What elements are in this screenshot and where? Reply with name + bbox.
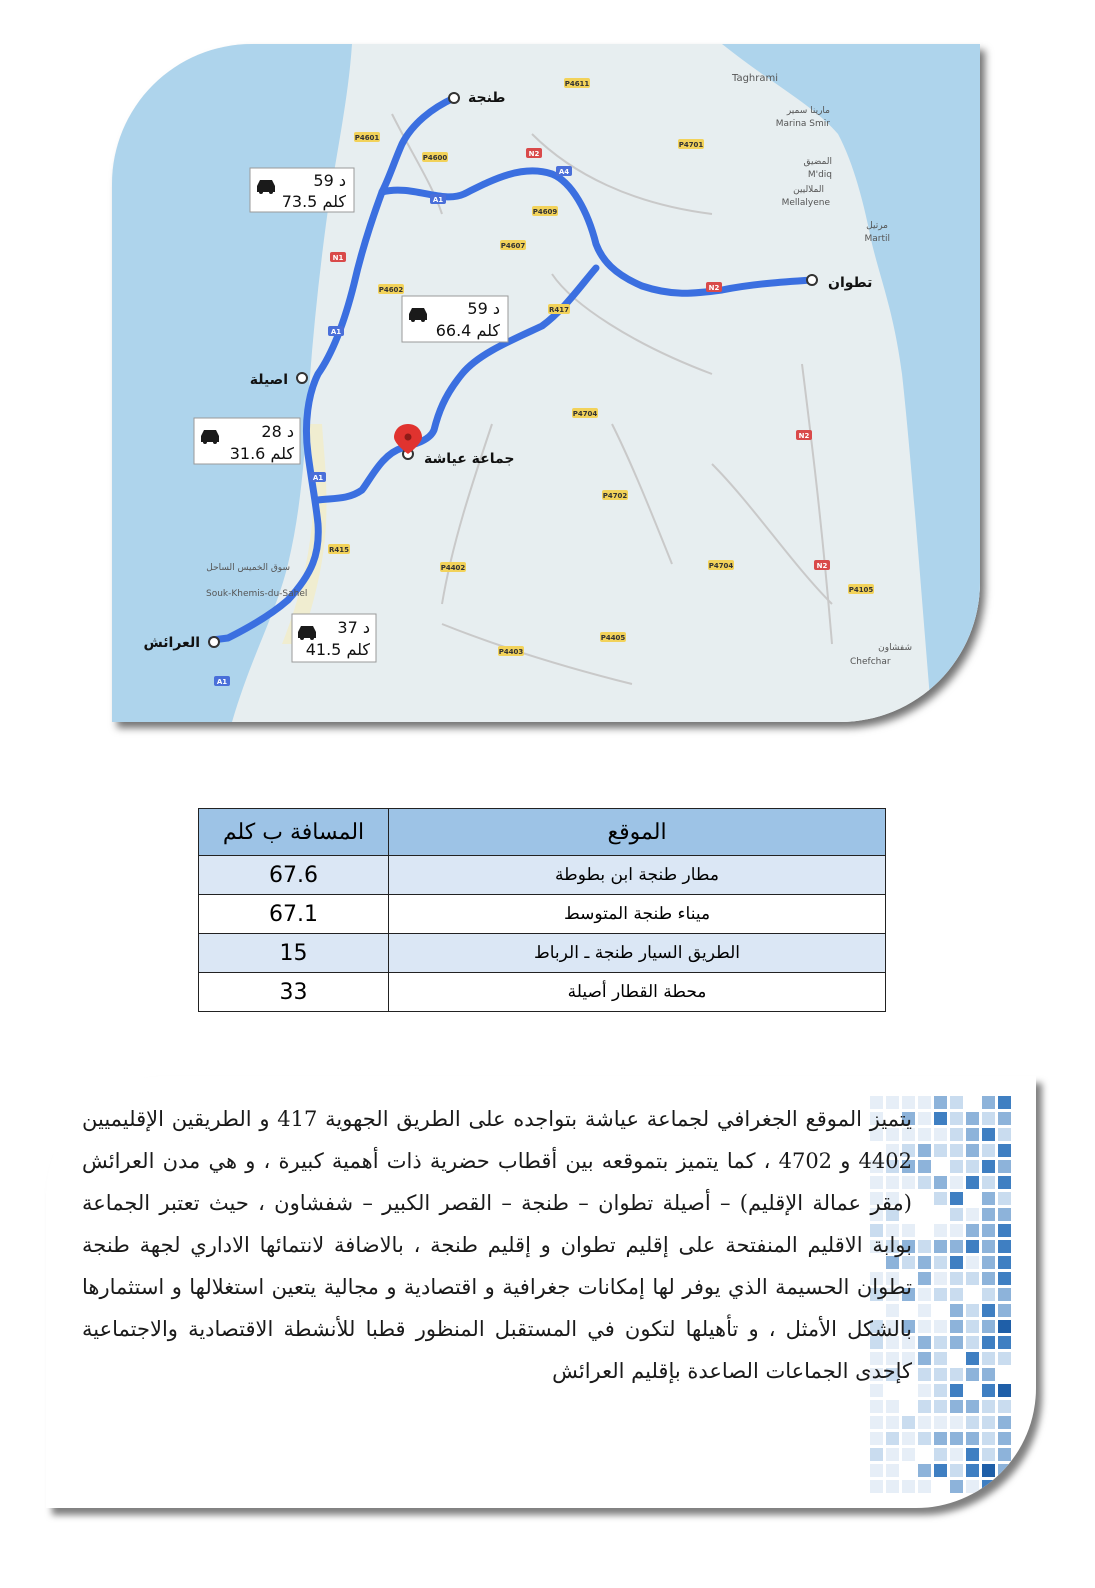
road-badge	[328, 544, 350, 554]
decorative-tile	[966, 1256, 979, 1269]
decorative-tile	[934, 1368, 947, 1381]
decorative-tile	[950, 1336, 963, 1349]
route-box	[402, 296, 508, 342]
row-distance: 67.1	[199, 895, 389, 934]
svg-text:P4601: P4601	[354, 134, 380, 142]
description-paragraph: يتميز الموقع الجغرافي لجماعة عياشة بتواجده على الطريق الجهوية 417 و الطريقين الإقليميين 4402 و 4702 ، كما يتميز بتموقعه بين أقطاب حضرية ذات أهمية كبيرة ، و هي مدن العرائش (مقر عمالة الإقليم) – أصيلة تطوان – طنجة – القصر الكبير – شفشاون ، حيث تعتبر الجماعة بوابة الاقليم المنفتحة على إقليم تطوان و إقليم طنجة ، بالاضافة لانتمائها الاداري لجهة طنجة تطوان الحسيمة الذي يوفر لها إمكانات جغرافية و اقتصادية و مجالية يتعين استغلالها و استثمارها بالشكل الأمثل ، و تأهيلها لتكون في المستقبل المنظور قطبا للأنشطة الاقتصادية والاجتماعية كإحدى الجماعات الصاعدة بإقليم العرائش	[82, 1107, 912, 1383]
marker-tangier	[449, 93, 459, 103]
road-badge	[354, 132, 380, 142]
city-label-tetouan: تطوان	[828, 275, 873, 291]
row-site-name: ميناء طنجة المتوسط	[389, 895, 886, 934]
decorative-tile	[918, 1256, 931, 1269]
decorative-tile	[966, 1448, 979, 1461]
decorative-tile	[966, 1112, 979, 1125]
decorative-tile	[870, 1416, 883, 1429]
decorative-tile	[982, 1464, 995, 1477]
place-marina-smir: Marina Smir	[775, 119, 830, 129]
road-badge	[796, 430, 812, 440]
svg-text:P4602: P4602	[378, 286, 404, 294]
decorative-tile	[950, 1400, 963, 1413]
road-badge	[708, 560, 734, 570]
table-header-row	[199, 809, 886, 856]
svg-text:N2: N2	[528, 150, 540, 158]
decorative-tile	[934, 1176, 947, 1189]
decorative-tile	[934, 1192, 947, 1205]
decorative-tile	[966, 1128, 979, 1141]
svg-text:N2: N2	[816, 562, 828, 570]
decorative-tile	[918, 1400, 931, 1413]
decorative-tile	[950, 1144, 963, 1157]
decorative-tile	[982, 1256, 995, 1269]
row-site-name: محطة القطار أصيلة	[389, 973, 886, 1012]
decorative-tile	[998, 1272, 1011, 1285]
decorative-tile	[934, 1288, 947, 1301]
decorative-tile	[998, 1176, 1011, 1189]
decorative-tile	[998, 1384, 1011, 1397]
decorative-tile	[886, 1480, 899, 1493]
road-badge	[328, 326, 344, 336]
route-map	[112, 44, 980, 722]
decorative-tile	[918, 1272, 931, 1285]
svg-text:P4105: P4105	[848, 586, 874, 594]
decorative-tile	[966, 1304, 979, 1317]
decorative-tile	[886, 1464, 899, 1477]
road-badge	[430, 194, 446, 204]
decorative-tile	[886, 1432, 899, 1445]
decorative-tile	[902, 1416, 915, 1429]
decorative-tile	[982, 1144, 995, 1157]
decorative-tile	[966, 1144, 979, 1157]
decorative-tile	[966, 1432, 979, 1445]
place-martil: Martil	[864, 234, 890, 244]
decorative-tile	[950, 1416, 963, 1429]
road-badge	[498, 646, 524, 656]
decorative-tile	[902, 1448, 915, 1461]
decorative-tile	[934, 1336, 947, 1349]
decorative-tile	[998, 1464, 1011, 1477]
decorative-tile	[982, 1192, 995, 1205]
decorative-tile	[918, 1144, 931, 1157]
decorative-tile	[982, 1480, 995, 1493]
decorative-tile	[918, 1176, 931, 1189]
decorative-tile	[934, 1144, 947, 1157]
place-mellalyene-ar: الملاليين	[793, 185, 824, 195]
decorative-tile	[998, 1400, 1011, 1413]
road-badge	[526, 148, 542, 158]
decorative-tile	[966, 1240, 979, 1253]
decorative-tile	[982, 1368, 995, 1381]
svg-text:A1: A1	[432, 196, 444, 204]
svg-text:A1: A1	[216, 678, 228, 686]
decorative-tile	[934, 1272, 947, 1285]
route-time: 37 د	[337, 618, 370, 637]
decorative-tile	[966, 1464, 979, 1477]
decorative-tile	[982, 1448, 995, 1461]
decorative-tile	[982, 1160, 995, 1173]
decorative-tile	[966, 1368, 979, 1381]
place-taghrami: Taghrami	[732, 73, 779, 84]
road-badge	[378, 284, 404, 294]
road-badge	[422, 152, 448, 162]
city-label-tangier: طنجة	[468, 90, 506, 106]
route-distance: 66.4 كلم	[435, 321, 500, 340]
decorative-tile	[918, 1432, 931, 1445]
route-box	[292, 614, 376, 662]
decorative-tile	[918, 1352, 931, 1365]
decorative-tile	[998, 1304, 1011, 1317]
decorative-tile	[918, 1384, 931, 1397]
svg-text:A4: A4	[558, 168, 570, 176]
route-distance: 31.6 كلم	[229, 444, 294, 463]
decorative-tile	[918, 1320, 931, 1333]
route-time: 59 د	[313, 171, 346, 190]
row-distance: 33	[199, 973, 389, 1012]
header-site: الموقع	[389, 809, 886, 856]
decorative-tile	[982, 1416, 995, 1429]
place-souk-ar: سوق الخميس الساحل	[206, 563, 290, 573]
decorative-tile	[950, 1448, 963, 1461]
row-site-name: مطار طنجة ابن بطوطة	[389, 856, 886, 895]
decorative-tile	[934, 1096, 947, 1109]
decorative-tile	[902, 1432, 915, 1445]
city-label-ayacha: جماعة عياشة	[424, 451, 515, 467]
table-row	[199, 856, 886, 895]
city-label-larache: العرائش	[143, 635, 200, 651]
decorative-tile	[966, 1176, 979, 1189]
decorative-tile	[934, 1112, 947, 1125]
svg-text:P4704: P4704	[572, 410, 598, 418]
decorative-tile	[998, 1288, 1011, 1301]
city-label-asilah: اصيلة	[249, 372, 288, 388]
place-mdiq-ar: المضيق	[803, 157, 832, 167]
route-box	[250, 168, 354, 212]
decorative-tile	[982, 1208, 995, 1221]
decorative-tile	[918, 1112, 931, 1125]
decorative-tile	[998, 1224, 1011, 1237]
decorative-tile	[950, 1304, 963, 1317]
decorative-tile	[998, 1416, 1011, 1429]
svg-text:P4704: P4704	[708, 562, 734, 570]
car-icon	[201, 430, 219, 442]
decorative-tile	[966, 1416, 979, 1429]
decorative-tile	[966, 1320, 979, 1333]
car-icon	[257, 180, 275, 192]
row-distance: 67.6	[199, 856, 389, 895]
road-badge	[600, 632, 626, 642]
decorative-tile	[934, 1400, 947, 1413]
decorative-tile	[950, 1208, 963, 1221]
decorative-tile	[870, 1432, 883, 1445]
route-box	[194, 418, 300, 464]
decorative-tile	[870, 1448, 883, 1461]
road-badge	[556, 166, 572, 176]
decorative-tile	[918, 1128, 931, 1141]
decorative-tile	[950, 1320, 963, 1333]
decorative-tile	[918, 1368, 931, 1381]
decorative-tile	[950, 1128, 963, 1141]
road-badge	[814, 560, 830, 570]
decorative-tile	[950, 1272, 963, 1285]
decorative-tile	[982, 1224, 995, 1237]
svg-text:A1: A1	[312, 474, 324, 482]
decorative-tile	[998, 1432, 1011, 1445]
decorative-tile	[950, 1192, 963, 1205]
decorative-tile	[950, 1480, 963, 1493]
svg-text:P4702: P4702	[602, 492, 628, 500]
place-marina-smir-ar: مارينا سمير	[786, 106, 830, 116]
decorative-tile	[982, 1128, 995, 1141]
decorative-tile	[982, 1304, 995, 1317]
decorative-tile	[950, 1160, 963, 1173]
decorative-tile	[998, 1160, 1011, 1173]
svg-text:N2: N2	[708, 284, 720, 292]
road-badge	[548, 304, 570, 314]
car-icon	[409, 308, 427, 320]
decorative-tile	[950, 1368, 963, 1381]
table-row	[199, 895, 886, 934]
decorative-tile	[934, 1256, 947, 1269]
decorative-tile	[950, 1464, 963, 1477]
decorative-tile	[982, 1384, 995, 1397]
place-chefchaouen-ar: شفشاون	[878, 643, 912, 653]
svg-text:R415: R415	[328, 546, 350, 554]
svg-text:P4607: P4607	[500, 242, 526, 250]
decorative-tile	[982, 1096, 995, 1109]
decorative-tile	[998, 1096, 1011, 1109]
decorative-tile	[998, 1240, 1011, 1253]
road-badge	[214, 676, 230, 686]
decorative-tile	[934, 1240, 947, 1253]
decorative-tile	[950, 1288, 963, 1301]
decorative-tile	[966, 1400, 979, 1413]
marker-larache	[209, 637, 219, 647]
road-badge	[310, 472, 326, 482]
road-badge	[500, 240, 526, 250]
decorative-tile	[982, 1272, 995, 1285]
decorative-tile	[918, 1096, 931, 1109]
decorative-tile	[998, 1208, 1011, 1221]
decorative-tile	[966, 1224, 979, 1237]
road-badge	[330, 252, 346, 262]
decorative-tile	[934, 1224, 947, 1237]
svg-text:N1: N1	[332, 254, 344, 262]
decorative-tile	[982, 1288, 995, 1301]
decorative-tile	[998, 1320, 1011, 1333]
road-badge	[564, 78, 590, 88]
distance-table	[198, 808, 886, 1012]
table-row	[199, 934, 886, 973]
decorative-tile	[934, 1416, 947, 1429]
decorative-tile	[934, 1320, 947, 1333]
decorative-tile	[982, 1320, 995, 1333]
decorative-tile	[870, 1480, 883, 1493]
road-badge	[532, 206, 558, 216]
decorative-tile	[998, 1352, 1011, 1365]
decorative-tile	[950, 1240, 963, 1253]
decorative-tile	[998, 1448, 1011, 1461]
decorative-tile	[998, 1480, 1011, 1493]
decorative-tile	[982, 1176, 995, 1189]
route-distance: 41.5 كلم	[305, 640, 370, 659]
decorative-tile	[918, 1336, 931, 1349]
decorative-tile	[934, 1432, 947, 1445]
decorative-tile	[950, 1224, 963, 1237]
decorative-tile	[966, 1480, 979, 1493]
decorative-tile	[982, 1432, 995, 1445]
route-distance: 73.5 كلم	[281, 192, 346, 211]
header-distance: المسافة ب كلم	[199, 809, 389, 856]
decorative-tile	[998, 1192, 1011, 1205]
decorative-tile	[966, 1208, 979, 1221]
place-chefchaouen: Chefchar	[850, 657, 891, 667]
decorative-tile	[934, 1464, 947, 1477]
car-icon	[298, 626, 316, 638]
decorative-tile	[950, 1096, 963, 1109]
road-badge	[848, 584, 874, 594]
marker-tetouan	[807, 275, 817, 285]
decorative-tile	[902, 1480, 915, 1493]
road-badge	[440, 562, 466, 572]
svg-text:P4600: P4600	[422, 154, 448, 162]
place-martil-ar: مرتيل	[866, 221, 888, 231]
decorative-tile	[934, 1448, 947, 1461]
decorative-tile	[966, 1336, 979, 1349]
decorative-tile	[966, 1352, 979, 1365]
decorative-tile	[982, 1112, 995, 1125]
decorative-tile	[982, 1240, 995, 1253]
svg-text:P4701: P4701	[678, 141, 704, 149]
description-card	[46, 1076, 1036, 1508]
decorative-tile	[918, 1160, 931, 1173]
decorative-tile	[950, 1176, 963, 1189]
map-frame	[112, 44, 980, 722]
decorative-tile	[950, 1112, 963, 1125]
svg-text:P4611: P4611	[564, 80, 590, 88]
decorative-tile	[950, 1256, 963, 1269]
decorative-tile	[918, 1304, 931, 1317]
decorative-tile	[998, 1256, 1011, 1269]
decorative-tile	[982, 1336, 995, 1349]
decorative-tile	[998, 1112, 1011, 1125]
decorative-tile	[886, 1400, 899, 1413]
row-site-name: الطريق السيار طنجة ـ الرباط	[389, 934, 886, 973]
road-badge	[602, 490, 628, 500]
decorative-tile	[982, 1352, 995, 1365]
place-mdiq: M'diq	[807, 170, 832, 180]
road-badge	[678, 139, 704, 149]
route-time: 28 د	[261, 422, 294, 441]
decorative-tile	[886, 1416, 899, 1429]
decorative-tile	[918, 1480, 931, 1493]
svg-text:P4405: P4405	[600, 634, 626, 642]
decorative-tile	[998, 1144, 1011, 1157]
decorative-tile	[982, 1400, 995, 1413]
decorative-tile	[918, 1288, 931, 1301]
decorative-tile	[870, 1400, 883, 1413]
route-time: 59 د	[467, 299, 500, 318]
svg-text:N2: N2	[798, 432, 810, 440]
decorative-tile	[998, 1128, 1011, 1141]
svg-text:P4609: P4609	[532, 208, 558, 216]
svg-text:R417: R417	[548, 306, 570, 314]
decorative-tile	[950, 1432, 963, 1445]
row-distance: 15	[199, 934, 389, 973]
place-mellalyene: Mellalyene	[781, 198, 830, 208]
table-row	[199, 973, 886, 1012]
decorative-tile	[934, 1128, 947, 1141]
decorative-tile	[918, 1240, 931, 1253]
decorative-tile	[998, 1336, 1011, 1349]
road-badge	[706, 282, 722, 292]
svg-text:A1: A1	[330, 328, 342, 336]
decorative-tile	[950, 1384, 963, 1397]
road-badge	[572, 408, 598, 418]
decorative-tile	[918, 1464, 931, 1477]
svg-text:P4402: P4402	[440, 564, 466, 572]
decorative-tile	[870, 1464, 883, 1477]
decorative-tile	[934, 1384, 947, 1397]
decorative-tile	[966, 1272, 979, 1285]
decorative-tile	[918, 1416, 931, 1429]
decorative-tile	[934, 1352, 947, 1365]
decorative-tile	[966, 1160, 979, 1173]
decorative-tile	[886, 1448, 899, 1461]
place-souk: Souk-Khemis-du-Sahel	[206, 589, 308, 599]
svg-text:P4403: P4403	[498, 648, 524, 656]
marker-asilah	[297, 373, 307, 383]
